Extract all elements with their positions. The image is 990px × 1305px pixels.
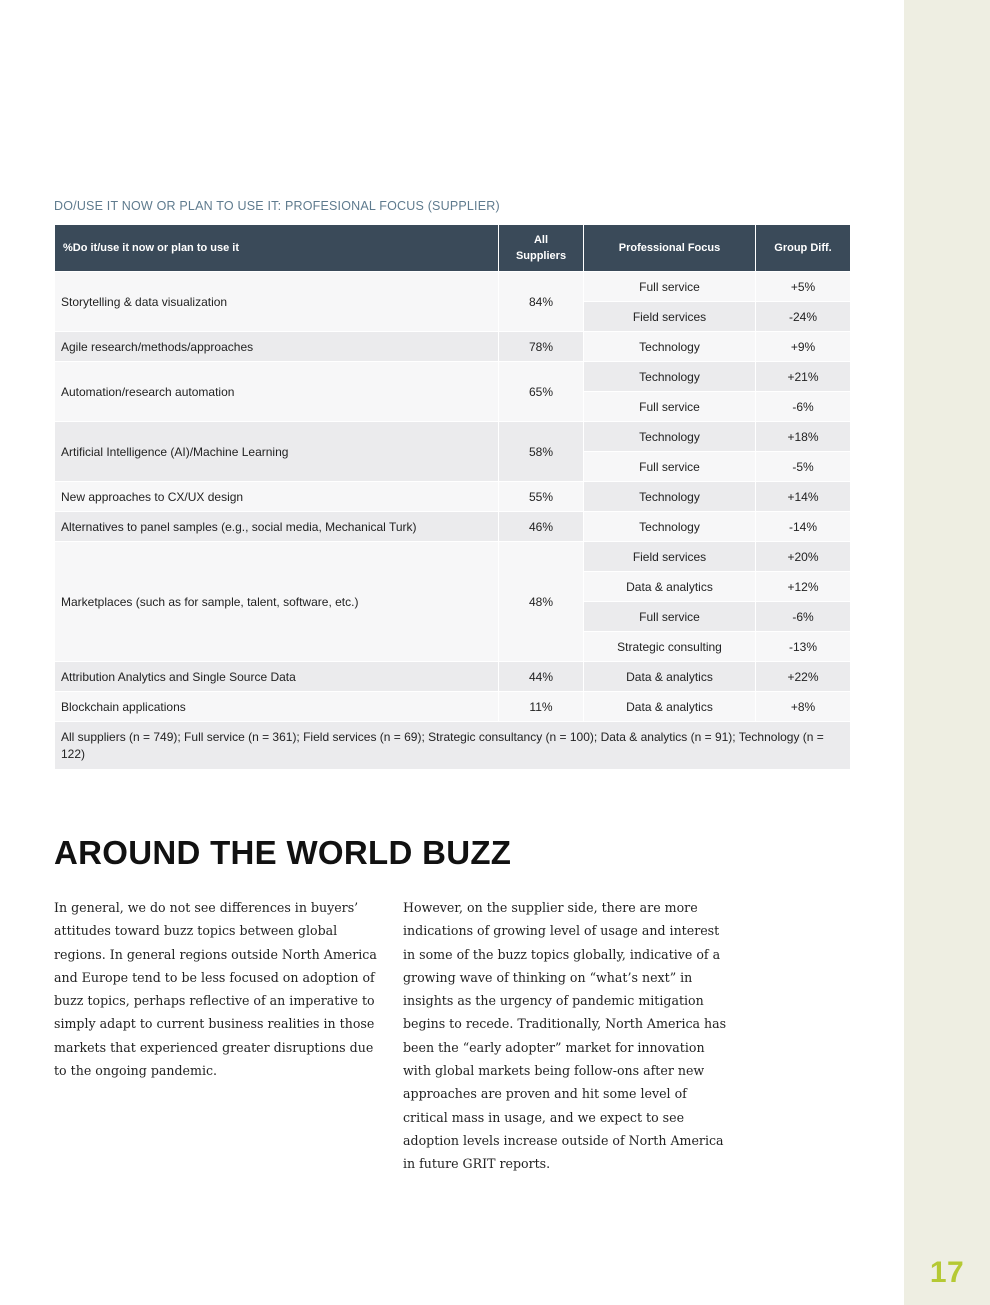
topic-cell: Storytelling & data visualization: [55, 272, 499, 332]
side-margin-strip: [904, 0, 990, 1305]
focus-cell: Technology: [584, 332, 756, 362]
diff-cell: +12%: [756, 572, 851, 602]
table-row: [55, 362, 851, 392]
right-column-paragraph: However, on the supplier side, there are more indications of growing level of usage and interest in some of the buzz topics globally, indicative of a growing wave of thinking on “what’s next” in insights as the urgency of pandemic mitigation begins to recede. Traditionally, North America has been the “early adopter” market for innovation with global markets being follow-ons after new approaches are proven and hit some level of critical mass in usage, and we expect to see adoption levels increase outside of North America in future GRIT reports.: [403, 900, 727, 1172]
topic-cell: Attribution Analytics and Single Source Data: [55, 662, 499, 692]
focus-cell: Full service: [584, 392, 756, 422]
topic-cell: Alternatives to panel samples (e.g., social media, Mechanical Turk): [55, 512, 499, 542]
section-heading: AROUND THE WORLD BUZZ: [54, 834, 512, 871]
diff-cell: -24%: [756, 302, 851, 332]
diff-cell: -14%: [756, 512, 851, 542]
diff-cell: -6%: [756, 602, 851, 632]
all-suppliers-cell: 48%: [499, 542, 584, 662]
diff-cell: +21%: [756, 362, 851, 392]
diff-cell: +20%: [756, 542, 851, 572]
all-suppliers-cell: 44%: [499, 662, 584, 692]
diff-cell: +14%: [756, 482, 851, 512]
table-row: [55, 422, 851, 452]
header-all-suppliers-line2: Suppliers: [515, 250, 567, 262]
all-suppliers-cell: 58%: [499, 422, 584, 482]
all-suppliers-cell: 46%: [499, 512, 584, 542]
diff-cell: +8%: [756, 692, 851, 722]
diff-cell: +22%: [756, 662, 851, 692]
focus-cell: Data & analytics: [584, 662, 756, 692]
table-footnote-row: [55, 722, 851, 770]
all-suppliers-cell: 11%: [499, 692, 584, 722]
header-professional-focus: Professional Focus: [584, 225, 756, 272]
table-row: [55, 332, 851, 362]
focus-cell: Full service: [584, 452, 756, 482]
focus-cell: Data & analytics: [584, 692, 756, 722]
header-topic: %Do it/use it now or plan to use it: [55, 225, 499, 272]
all-suppliers-cell: 55%: [499, 482, 584, 512]
left-column-paragraph: In general, we do not see differences in buyers’ attitudes toward buzz topics between global regions. In general regions outside North America and Europe tend to be less focused on adoption of buzz topics, perhaps reflective of an imperative to simply adapt to current business realities in those markets that experienced greater disruptions due to the ongoing pandemic.: [54, 900, 377, 1079]
header-all-suppliers-line1: All: [533, 234, 549, 246]
table-caption: DO/USE IT NOW OR PLAN TO USE IT: PROFESIONAL FOCUS (SUPPLIER): [54, 199, 500, 213]
table-row: [55, 662, 851, 692]
focus-cell: Strategic consulting: [584, 632, 756, 662]
focus-cell: Field services: [584, 542, 756, 572]
supplier-focus-table: [54, 224, 851, 770]
table-header-row: [55, 225, 851, 272]
focus-cell: Technology: [584, 422, 756, 452]
topic-cell: Marketplaces (such as for sample, talent, software, etc.): [55, 542, 499, 662]
diff-cell: -5%: [756, 452, 851, 482]
header-group-diff: Group Diff.: [756, 225, 851, 272]
topic-cell: New approaches to CX/UX design: [55, 482, 499, 512]
diff-cell: +5%: [756, 272, 851, 302]
focus-cell: Technology: [584, 362, 756, 392]
diff-cell: -13%: [756, 632, 851, 662]
table-row: [55, 692, 851, 722]
table-footnote: All suppliers (n = 749); Full service (n = 361); Field services (n = 69); Strategic consultancy (n = 100); Data & analytics (n = 91); Technology (n = 122): [55, 722, 851, 770]
focus-cell: Full service: [584, 272, 756, 302]
all-suppliers-cell: 78%: [499, 332, 584, 362]
table-row: [55, 542, 851, 572]
all-suppliers-cell: 84%: [499, 272, 584, 332]
topic-cell: Artificial Intelligence (AI)/Machine Learning: [55, 422, 499, 482]
focus-cell: Full service: [584, 602, 756, 632]
table-row: [55, 272, 851, 302]
topic-cell: Blockchain applications: [55, 692, 499, 722]
focus-cell: Technology: [584, 482, 756, 512]
table-row: [55, 482, 851, 512]
header-all-suppliers: [499, 225, 584, 272]
table-row: [55, 512, 851, 542]
focus-cell: Technology: [584, 512, 756, 542]
all-suppliers-cell: 65%: [499, 362, 584, 422]
focus-cell: Data & analytics: [584, 572, 756, 602]
diff-cell: +9%: [756, 332, 851, 362]
diff-cell: -6%: [756, 392, 851, 422]
diff-cell: +18%: [756, 422, 851, 452]
topic-cell: Automation/research automation: [55, 362, 499, 422]
topic-cell: Agile research/methods/approaches: [55, 332, 499, 362]
focus-cell: Field services: [584, 302, 756, 332]
page-number: 17: [929, 1256, 965, 1289]
